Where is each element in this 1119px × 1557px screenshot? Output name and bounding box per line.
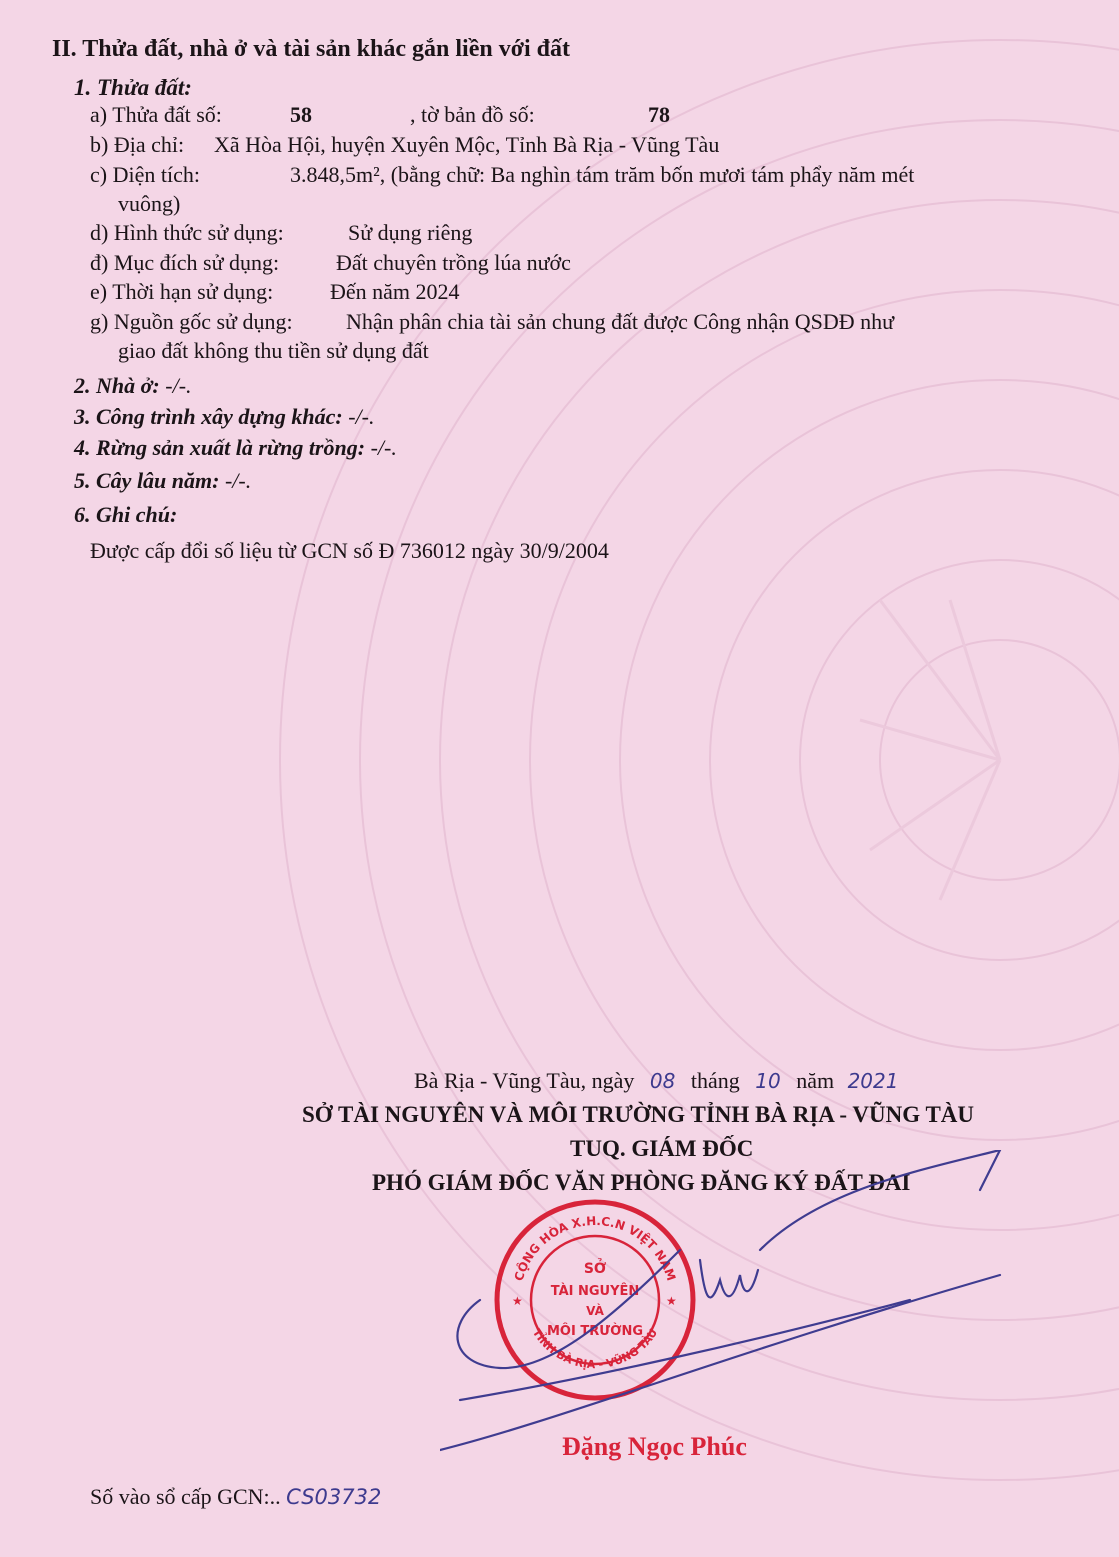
address-label: b) Địa chỉ: bbox=[90, 132, 185, 157]
register-label: Số vào sổ cấp GCN:.. bbox=[90, 1484, 281, 1509]
seal-line-3: VÀ bbox=[586, 1304, 604, 1318]
signing-place: Bà Rịa - Vũng Tàu, ngày bbox=[414, 1068, 635, 1093]
section-title: II. Thửa đất, nhà ở và tài sản khác gắn liền với đất bbox=[52, 36, 571, 62]
signer-name: Đặng Ngọc Phúc bbox=[562, 1432, 747, 1461]
term-value: Đến năm 2024 bbox=[330, 279, 460, 304]
area-label: c) Diện tích: bbox=[90, 162, 200, 187]
construction-value: -/-. bbox=[348, 404, 375, 429]
month-label: tháng bbox=[690, 1068, 740, 1093]
forest-heading: 4. Rừng sản xuất là rừng trồng: bbox=[74, 435, 366, 460]
perennial-heading: 5. Cây lâu năm: bbox=[74, 468, 220, 493]
position-title: PHÓ GIÁM ĐỐC VĂN PHÒNG ĐĂNG KÝ ĐẤT ĐAI bbox=[372, 1170, 911, 1195]
perennial-row bbox=[74, 468, 251, 493]
year-label: năm bbox=[796, 1068, 835, 1093]
term-label: e) Thời hạn sử dụng: bbox=[90, 279, 274, 304]
seal-ring-text: CỘNG HÒA X.H.C.N VIỆT NAM bbox=[511, 1213, 679, 1283]
construction-row bbox=[74, 404, 374, 429]
parcel-number: 58 bbox=[290, 102, 312, 127]
signing-year: 2021 bbox=[847, 1069, 899, 1093]
signing-month: 10 bbox=[755, 1069, 781, 1093]
signature-stroke bbox=[440, 1150, 1020, 1480]
origin-continued: giao đất không thu tiền sử dụng đất bbox=[118, 338, 429, 363]
register-number: CS03732 bbox=[286, 1485, 382, 1509]
seal-line-1: SỞ bbox=[583, 1261, 607, 1277]
area-continued: vuông) bbox=[118, 191, 181, 216]
seal-line-2: TÀI NGUYÊN bbox=[550, 1284, 640, 1299]
forest-value: -/-. bbox=[370, 435, 397, 460]
house-row bbox=[74, 373, 192, 398]
notes-heading: 6. Ghi chú: bbox=[74, 502, 178, 527]
seal-bottom-text: TỈNH BÀ RỊA - VŨNG TÀU bbox=[529, 1326, 661, 1372]
area-value: 3.848,5m², (bằng chữ: Ba nghìn tám trăm bốn mươi tám phẩy năm mét bbox=[290, 162, 915, 187]
origin-label: g) Nguồn gốc sử dụng: bbox=[90, 309, 293, 334]
seal-line-4: MÔI TRƯỜNG bbox=[547, 1324, 643, 1339]
address-value: Xã Hòa Hội, huyện Xuyên Mộc, Tỉnh Bà Rịa - Vũng Tàu bbox=[214, 132, 720, 157]
house-heading: 2. Nhà ở: bbox=[74, 373, 160, 398]
forest-row bbox=[74, 435, 397, 460]
notes-text: Được cấp đổi số liệu từ GCN số Đ 736012 ngày 30/9/2004 bbox=[90, 538, 609, 563]
map-number: 78 bbox=[648, 102, 670, 127]
svg-text:★: ★ bbox=[512, 1294, 523, 1308]
signing-date-line bbox=[414, 1068, 898, 1093]
svg-text:★: ★ bbox=[666, 1294, 677, 1308]
house-value: -/-. bbox=[165, 373, 192, 398]
use-form-label: d) Hình thức sử dụng: bbox=[90, 220, 284, 245]
use-form-value: Sử dụng riêng bbox=[348, 220, 473, 245]
agency-name: SỞ TÀI NGUYÊN VÀ MÔI TRƯỜNG TỈNH BÀ RỊA - VŨNG TÀU bbox=[302, 1102, 975, 1127]
construction-heading: 3. Công trình xây dựng khác: bbox=[74, 404, 343, 429]
land-heading: 1. Thửa đất: bbox=[74, 75, 192, 100]
perennial-value: -/-. bbox=[224, 468, 252, 493]
purpose-value: Đất chuyên trồng lúa nước bbox=[336, 250, 571, 275]
register-line bbox=[90, 1484, 381, 1509]
purpose-label: đ) Mục đích sử dụng: bbox=[90, 250, 280, 275]
parcel-label: a) Thửa đất số: bbox=[90, 102, 222, 127]
origin-value: Nhận phân chia tài sản chung đất được Công nhận QSDĐ như bbox=[346, 309, 895, 334]
map-label: , tờ bản đồ số: bbox=[410, 102, 535, 127]
on-behalf-title: TUQ. GIÁM ĐỐC bbox=[570, 1136, 754, 1161]
signing-day: 08 bbox=[649, 1069, 676, 1093]
